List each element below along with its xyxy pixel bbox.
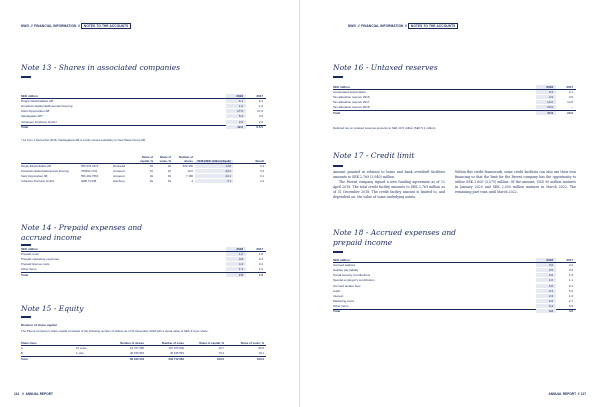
note16-title: Note 16 - Untaxed reserves: [333, 63, 438, 72]
right-page: [300, 0, 600, 407]
table-total-row: Total 42.0 0.5.5: [21, 125, 266, 130]
table-row: Social security contributions 2.0 1.9: [333, 273, 576, 278]
table-row: Accrued salaries 3.6 2.2: [333, 263, 576, 268]
note16-note: Deferred tax on untaxed reserves amounts to SEK 10.5 million (SEK 5.1 million).: [333, 126, 437, 130]
table-row: Holiday pay liability 3.5 3.6: [333, 268, 576, 273]
table-header: Share of capital, % Share of votes, % Number of shares 2018 (SEK million) Equity Result: [21, 150, 266, 164]
table-total-row: Total 7.5 7.6: [21, 272, 266, 277]
table-row: A 10 votes 19 707 680 197 076 800 29.7 80.8: [21, 346, 264, 350]
table-row: Special employer's contribution 1.0 1.1: [333, 278, 576, 283]
table-header: Share class Number of shares Number of votes Share of capital, % Share of votes, %: [21, 340, 264, 345]
section-label: FINANCIAL INFORMATION: [361, 24, 404, 28]
page-footer-right: ANNUAL REPORT // 117: [548, 392, 586, 396]
note14-rule: [21, 244, 31, 246]
note18-rule: [333, 251, 343, 253]
note15-table: [21, 340, 266, 361]
page-number: 117: [580, 392, 586, 396]
note14-table: [21, 247, 266, 278]
table-header: SEK million 2018 2017: [21, 247, 266, 252]
note13-details-table: [21, 150, 266, 184]
table-row: Accelerated depreciation 0.3 0.1: [333, 90, 576, 95]
table-row: Audit 0.3 0.3: [333, 289, 576, 294]
note13-rule: [21, 76, 31, 78]
table-header: SEK million 2018 2017: [333, 85, 576, 90]
note17-paragraph-1: Amount granted in relation to loans and bank overdraft facilities amounts to SEK 2,769 (3,940) million.: [333, 170, 445, 179]
note13-footnote: * As from 1 December 2018, Vanäsgatans AB is a fully owned subsidiary to New Wave Group AB.: [21, 138, 146, 142]
table-row: Prepaid license costs 4.4 3.4: [21, 262, 266, 267]
table-header: SEK million 2018 2017: [333, 258, 576, 263]
table-row: Karis Kippmarken AB 27.6 27.6: [21, 109, 266, 114]
table-row: Prepaid rents 1.0 1.8: [21, 252, 266, 257]
subsection-label: NOTES TO THE ACCOUNTS: [81, 23, 130, 29]
note18-table: [333, 258, 576, 314]
note17-text-col1: [333, 170, 445, 200]
note13-title: Note 13 - Shares in associated companies: [21, 63, 181, 72]
note17-paragraph-3: Within this credit framework, some credit facilities can also use their own financing so that the limit for the Parent company has the opportunity to utilize SEK 2,600 (3,575) million. Of the amount, USD 90 million matures in January 2020 and SEK 2,050 million matures in March 2022. The remaining part runs until March 2022.: [455, 170, 576, 194]
table-row: Johansen Fischerei GmbH 2.0 2.0: [21, 119, 266, 124]
page-header: NWG // FINANCIAL INFORMATION // NOTES TO THE ACCOUNTS: [348, 24, 458, 28]
note17-text-col2: [455, 170, 576, 195]
table-row: Hönekuiti skattemäskinesmek förening 769600-1721 Jonsered 16 16 10.0 23.4 0.4: [21, 169, 264, 173]
page-header: NWG // FINANCIAL INFORMATION // NOTES TO THE ACCOUNTS: [21, 24, 131, 28]
table-row: Karis Kippmarken AB 556 491-7563 Jonsered 49 49 7 180 44.1 0.1: [21, 174, 264, 178]
table-row: Other items 1.3 1.0: [21, 267, 266, 272]
table-row: Tax allocation reserve 2018 23.6 –: [333, 105, 576, 110]
note17-title: Note 17 - Credit limit: [333, 151, 415, 160]
brand-label: NWG: [348, 24, 357, 28]
note17-rule: [333, 165, 343, 167]
table-total-row: Total 47.9 23.0: [333, 110, 576, 115]
table-row: B 1 vote 46 635 863 46 635 863 70.3 19.1: [21, 351, 264, 355]
table-row: Tax allocation reserve 2016 4.9 3.9: [333, 95, 576, 100]
footer-label: ANNUAL REPORT: [548, 392, 577, 396]
note15-title: Note 15 - Equity: [21, 304, 84, 313]
table-row: Accrued auditor fees 0.6 0.1: [333, 283, 576, 288]
table-row: Interest 2.4 1.0: [333, 294, 576, 299]
note17-paragraph-2: The Parent company signed a new funding agreement as of 12 April 2018. The total credit facility amounts to SEK 2,769 million as of 31 December 2018. The credit facility amount is limited to, and dependent on, the value of some underlying assets.: [333, 180, 445, 199]
note16-table: [333, 85, 576, 116]
table-row: Marketing costs 2.6 2.7: [333, 299, 576, 304]
brand-label: NWG: [21, 24, 30, 28]
table-row: Other items 5.4 5.5: [333, 304, 576, 309]
table-total-row: Total 4.6 4.6: [333, 309, 576, 314]
note15-intro: The Parent company's share capital consisted of the following number of shares as of 31 December 2018 with a quota value of SEK 3.0 per share.: [21, 329, 209, 333]
subsection-label: NOTES TO THE ACCOUNTS: [408, 23, 457, 29]
table-row: Prepaid marketing expenses 0.8 0.4: [21, 257, 266, 262]
page-number: 114: [14, 392, 20, 396]
note16-rule: [333, 76, 343, 78]
note15-rule: [21, 316, 31, 318]
note18-title: Note 18 - Accrued expenses and prepaid income: [333, 228, 456, 248]
note14-title: Note 14 - Prepaid expenses and accrued income: [21, 223, 143, 243]
page-footer-left: 114 // ANNUAL REPORT: [14, 392, 54, 396]
footer-label: ANNUAL REPORT: [25, 392, 54, 396]
table-row: Hönekuiti skattemäskinesmek förening 1.0 1.0: [21, 104, 266, 109]
table-row: Vanäsgatan AB * 5.3 3.5: [21, 114, 266, 119]
table-row: Tax allocation reserve 2017 14.0 14.0: [333, 100, 576, 105]
note13-table: [21, 94, 266, 130]
section-label: FINANCIAL INFORMATION: [34, 24, 77, 28]
note15-subhead: Division of share capital: [21, 323, 57, 327]
table-header: SEK million 2018 2017: [21, 94, 266, 99]
table-total-row: Total 66 343 543 243 712 663 100.0 100.0: [21, 356, 264, 361]
table-row: Johansen Fischerei GmbH HRB 73 648 Hamburg 49 49 2 3.1 1.0: [21, 179, 264, 183]
table-row: Dingle fiskeförädlare AB 556 076-4370 Munkedal 49 49 819 156 14.8 0.4: [21, 164, 264, 168]
table-row: Dingle fiskeförädlare AB 6.1 6.1: [21, 99, 266, 104]
